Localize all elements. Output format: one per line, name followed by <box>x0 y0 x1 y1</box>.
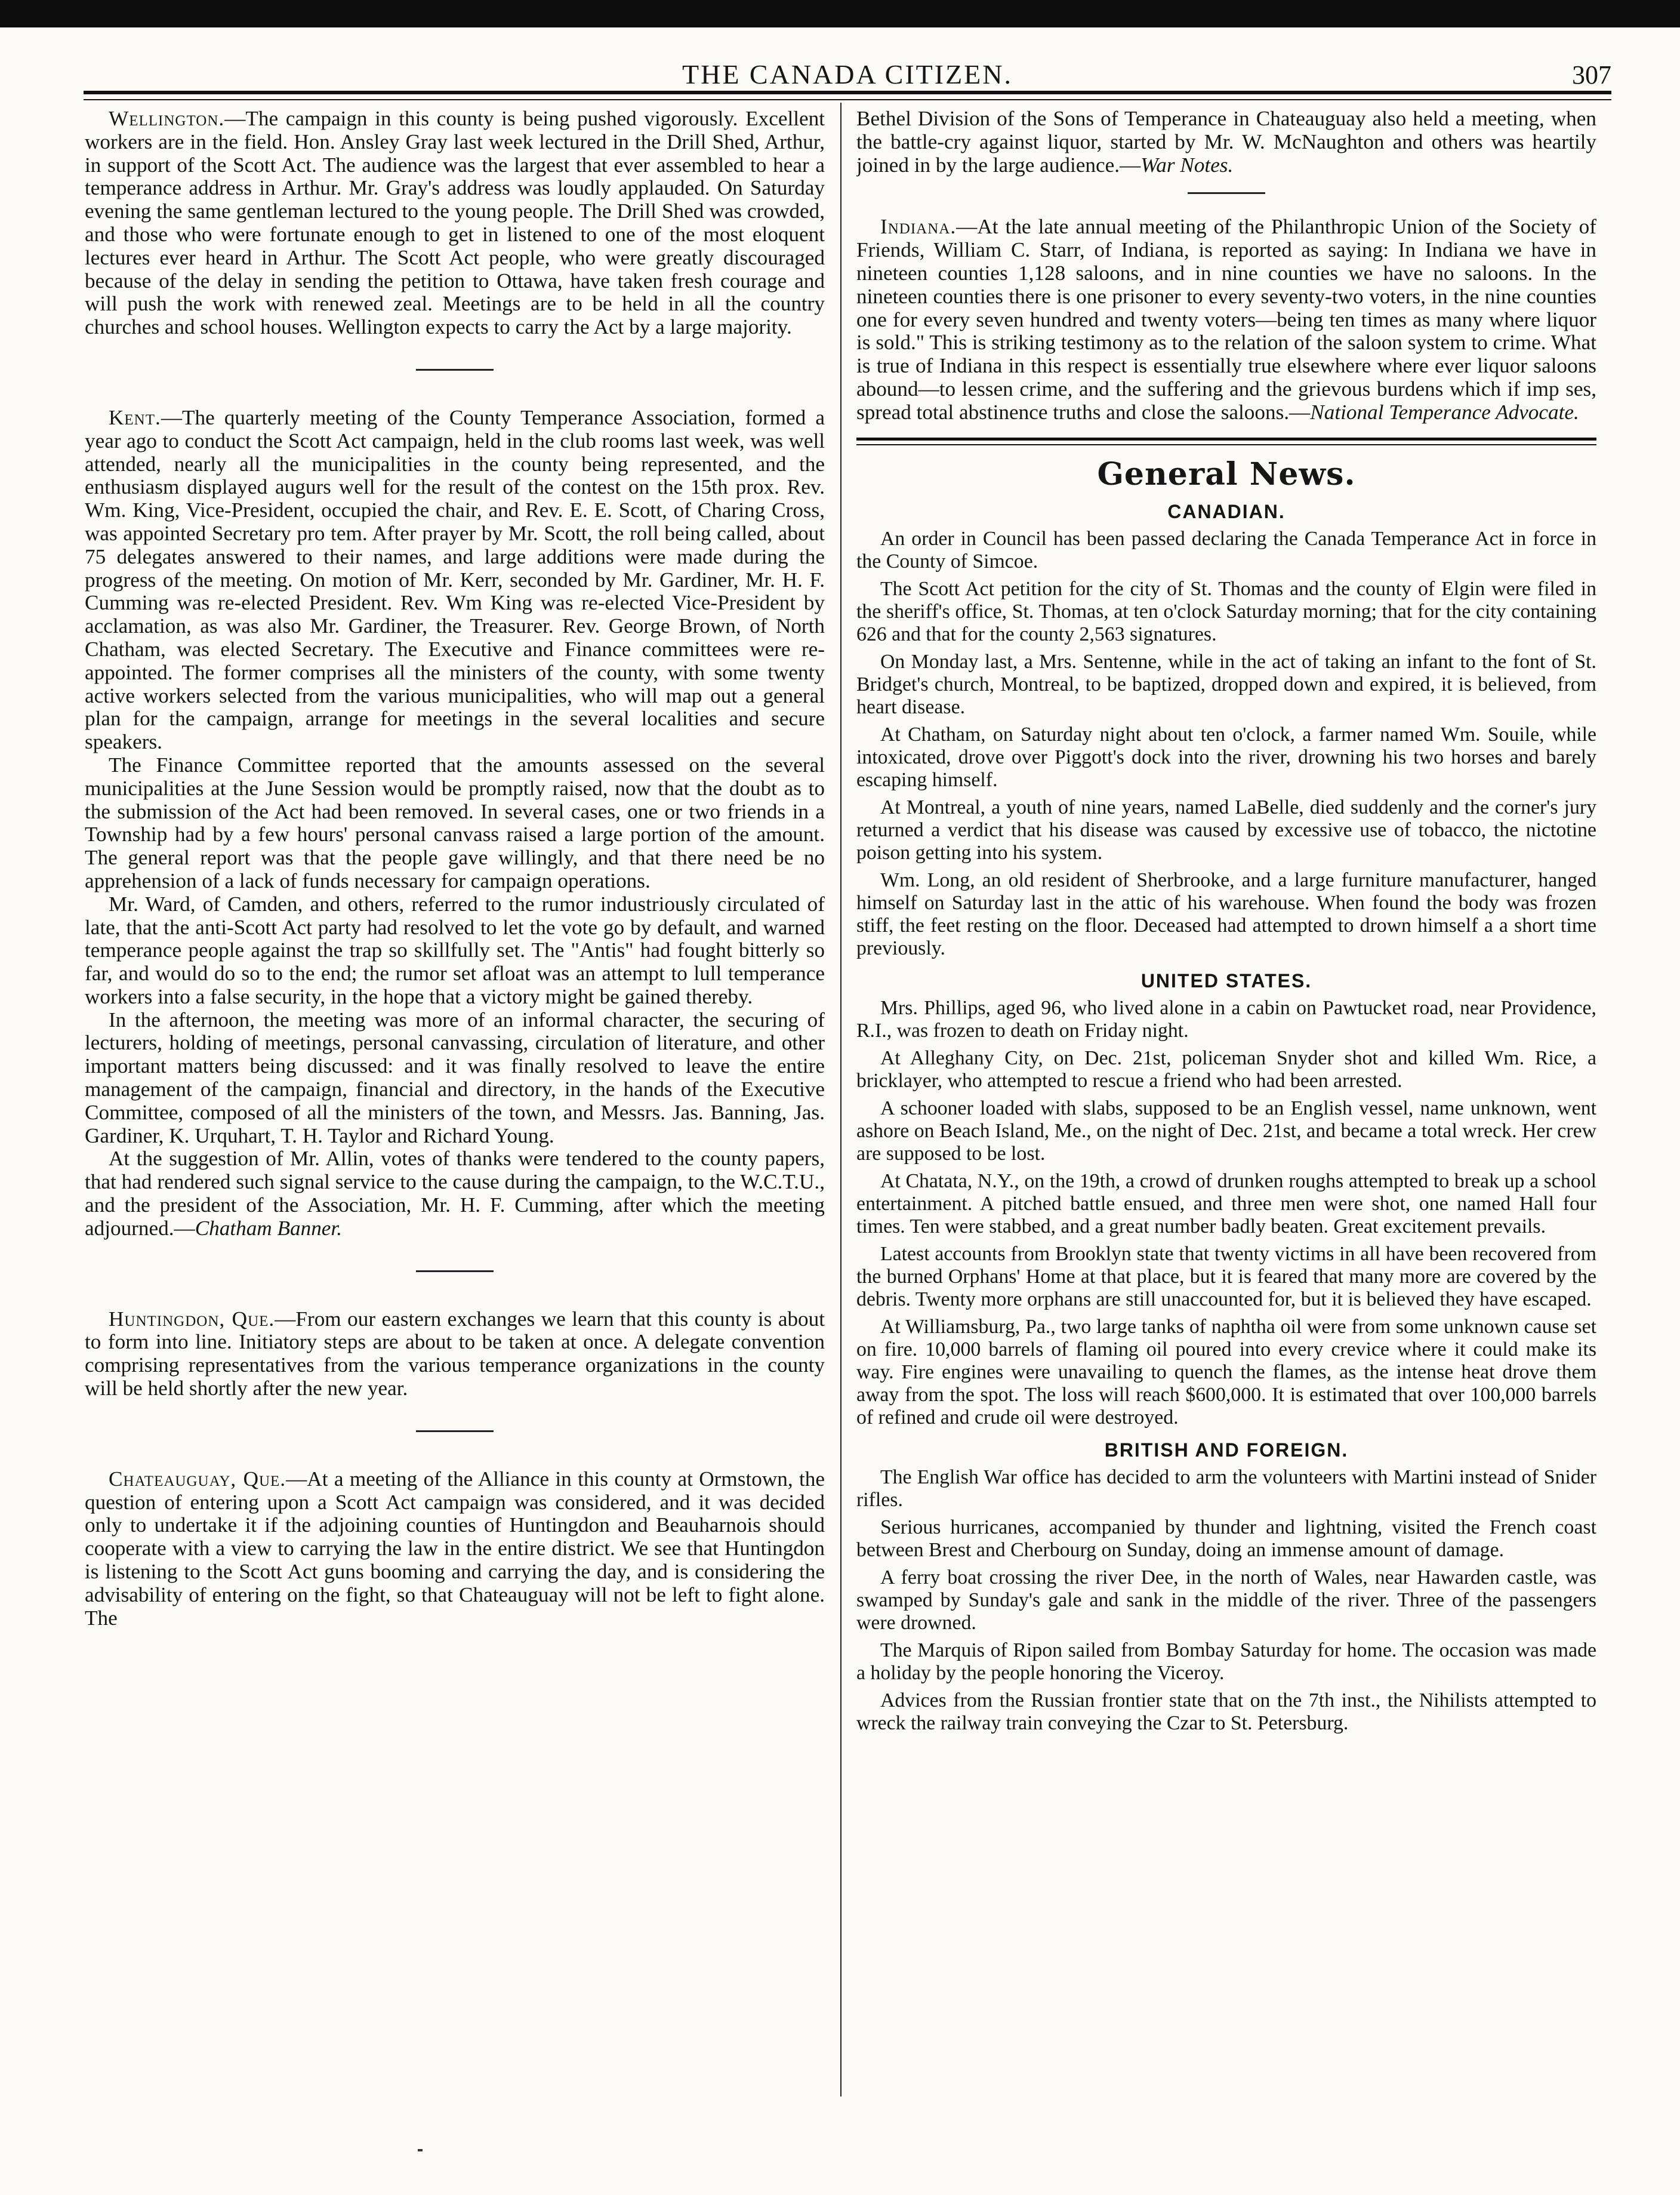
news-item: At Chatata, N.Y., on the 19th, a crowd of drunken roughs attempted to break up a school entertainment. A pitched battle ensued, and three men were shot, one named Hall four times. Ten were stabbed, and a great number badly beaten. Great excitement prevails. <box>856 1170 1596 1238</box>
kent-paragraph-5 <box>85 1147 825 1240</box>
news-item: The Scott Act petition for the city of St. Thomas and the county of Elgin were filed in the sheriff's office, St. Thomas, at ten o'clock Saturday morning; that for the city containing 626 and that for the county 2,563 signatures. <box>856 578 1596 646</box>
kent-text-5: At the suggestion of Mr. Allin, votes of thanks were tendered to the county papers, that had rendered such signal service to the cause during the campaign, to the W.C.T.U., and the president of the Association, Mr. H. F. Cumming, after which the meeting adjourned.— <box>85 1147 825 1240</box>
british-foreign-heading: BRITISH AND FOREIGN. <box>1104 1439 1349 1461</box>
news-item: At Montreal, a youth of nine years, named LaBelle, died suddenly and the corner's jury returned a verdict that his disease was caused by excessive use of tobacco, the nictotine poison getting into his system. <box>856 796 1596 864</box>
left-column <box>85 107 825 2137</box>
print-speck <box>418 2149 423 2151</box>
kent-paragraph-4: In the afternoon, the meeting was more of an informal character, the securing of lecturers, holding of meetings, personal canvassing, circulation of literature, and other important matters being discussed: and it was finally resolved to leave the entire management of the campaign, financial and directory, in the hands of the Executive Committee, composed of all the ministers of the town, and Messrs. Jas. Banning, Jas. Gardiner, K. Urquhart, T. H. Taylor and Richard Young. <box>85 1008 825 1147</box>
news-item: Serious hurricanes, accompanied by thunder and lightning, visited the French coast between Brest and Cherbourg on Sunday, doing an immense amount of damage. <box>856 1516 1596 1562</box>
article-bethel <box>856 107 1596 177</box>
page-header <box>84 59 1611 94</box>
kent-paragraph-1 <box>85 407 825 754</box>
huntingdon-paragraph <box>85 1308 825 1400</box>
chateauguay-paragraph <box>85 1468 825 1630</box>
news-item: Wm. Long, an old resident of Sherbrooke, and a large furniture manufacturer, hanged himself on Saturday last in the attic of his warehouse. When found the body was frozen stiff, the feet resting on the floor. Deceased had attempted to drown himself a a short time previously. <box>856 869 1596 960</box>
bethel-source: War Notes. <box>1140 153 1234 177</box>
indiana-text: —At the late annual meeting of the Philanthropic Union of the Society of Friends, William C. Starr, of Indiana, is reported as saying: In Indiana we have in nineteen counties 1,128 saloons, and in nine counties we have no saloons. In the nineteen counties there is one prisoner to every seventy-two voters, in the nine counties one for every seven hundred and twenty voters—being ten times as many where liquor is sold." This is striking testimony as to the relation of the saloon system to crime. What is true of Indiana in this respect is essentially true elsewhere where ever liquor saloons abound—to lessen crime, and the suffering and the grievous burdens which if imp ses, spread total abstinence truths and close the saloons.— <box>856 215 1596 424</box>
news-item: Advices from the Russian frontier state that on the 7th inst., the Nihilists attempted to wreck the railway train conveying the Czar to St. Petersburg. <box>856 1689 1596 1735</box>
bethel-text: Bethel Division of the Sons of Temperance in Chateauguay also held a meeting, when the battle-cry against liquor, started by Mr. W. McNaughton and others was heartily joined in by the large audience.— <box>856 107 1596 177</box>
kent-source: Chatham Banner. <box>195 1216 342 1240</box>
section-rule <box>856 438 1596 445</box>
article-indiana <box>856 216 1596 424</box>
news-item: At Williamsburg, Pa., two large tanks of naphtha oil were from some unknown cause set on fire. 10,000 barrels of flaming oil poured into every crevice where it could make its way. Fire engines were unavailing to quench the flames, as the intense heat drove them away from the spot. The loss will reach $600,000. It is estimated that over 100,000 barrels of refined and crude oil were destroyed. <box>856 1316 1596 1429</box>
news-item: The Marquis of Ripon sailed from Bombay Saturday for home. The occasion was made a holiday by the people honoring the Viceroy. <box>856 1639 1596 1685</box>
wellington-text: —The campaign in this county is being pushed vigorously. Excellent workers are in the field. Hon. Ansley Gray last week lectured in the Drill Shed, Arthur, in support of the Scott Act. The audience was the largest that ever assembled to hear a temperance address in Arthur. Mr. Gray's address was loudly applauded. On Saturday evening the same gentleman lectured to the young people. The Drill Shed was crowded, and those who were fortunate enough to get in listened to one of the most eloquent lectures ever heard in Arthur. The Scott Act people, who were greatly discouraged because of the delay in sending the petition to Ottawa, have taken fresh courage and will push the work with renewed zeal. Meetings are to be held in all the country churches and school houses. Wellington expects to carry the Act by a large majority. <box>85 107 825 339</box>
article-separator <box>1188 192 1265 194</box>
general-news <box>856 500 1596 1735</box>
newspaper-title: THE CANADA CITIZEN. <box>682 59 1013 90</box>
header-rule-thick <box>84 91 1611 94</box>
wellington-paragraph <box>85 107 825 339</box>
column-divider <box>840 103 841 2097</box>
article-chateauguay <box>85 1468 825 1630</box>
kent-paragraph-2: The Finance Committee reported that the amounts assessed on the several municipalities at the June Session would be promptly raised, now that the doubt as to the submission of the Act had been removed. In several cases, one or two friends in a Township had by a few hours' personal canvass raised a large portion of the amount. The general report was that the people gave willingly, and that there need be no apprehension of a lack of funds necessary for campaign operations. <box>85 753 825 892</box>
bethel-paragraph <box>856 107 1596 177</box>
kent-lead: Kent. <box>109 405 161 429</box>
canadian-heading: CANADIAN. <box>1167 501 1286 523</box>
article-separator <box>416 369 494 371</box>
page-number: 307 <box>1572 60 1611 90</box>
indiana-lead: Indiana. <box>880 215 957 239</box>
scan-edge-bar <box>0 0 1680 27</box>
news-item: Mrs. Phillips, aged 96, who lived alone in a cabin on Pawtucket road, near Providence, R.I., was frozen to death on Friday night. <box>856 997 1596 1042</box>
news-item: At Chatham, on Saturday night about ten o'clock, a farmer named Wm. Souile, while intoxicated, drove over Piggott's dock into the river, drowning his two horses and barely escaping himself. <box>856 724 1596 792</box>
general-news-heading: General News. <box>1097 455 1356 492</box>
wellington-lead: Wellington. <box>109 107 225 130</box>
header-rule-thin <box>84 99 1611 100</box>
right-column <box>856 107 1596 2137</box>
news-item: On Monday last, a Mrs. Sentenne, while in the act of taking an infant to the font of St. Bridget's church, Montreal, to be baptized, dropped down and expired, it is believed, from heart disease. <box>856 651 1596 719</box>
indiana-source: National Temperance Advocate. <box>1310 400 1579 424</box>
news-item: An order in Council has been passed declaring the Canada Temperance Act in force in the County of Simcoe. <box>856 528 1596 573</box>
news-item: At Alleghany City, on Dec. 21st, policeman Snyder shot and killed Wm. Rice, a bricklayer, who attempted to rescue a friend who had been arrested. <box>856 1047 1596 1092</box>
article-separator <box>416 1430 494 1432</box>
kent-paragraph-3: Mr. Ward, of Camden, and others, referred to the rumor industriously circulated of late, that the anti-Scott Act party had resolved to let the vote go by default, and warned temperance people against the trap so skillfully set. The "Antis" had fought bitterly so far, and would do so to the end; the rumor set afloat was an attempt to lull temperance workers into a false security, in the hope that a victory might be gained thereby. <box>85 892 825 1008</box>
news-item: A ferry boat crossing the river Dee, in the north of Wales, near Hawarden castle, was swamped by Sunday's gale and sank in the middle of the river. Three of the passengers were drowned. <box>856 1566 1596 1634</box>
news-item: The English War office has decided to arm the volunteers with Martini instead of Snider rifles. <box>856 1466 1596 1511</box>
article-huntingdon <box>85 1308 825 1400</box>
news-item: Latest accounts from Brooklyn state that twenty victims in all have been recovered from the burned Orphans' Home at that place, but it is feared that many more are covered by the debris. Twenty more orphans are still unaccounted for, but it is believed they have escaped. <box>856 1243 1596 1311</box>
kent-text-1: —The quarterly meeting of the County Temperance Association, formed a year ago to conduct the Scott Act campaign, held in the club rooms last week, was well attended, nearly all the municipalities in the county being represented, and the enthusiasm displayed augurs well for the result of the contest on the 15th prox. Rev. Wm. King, Vice-President, occupied the chair, and Rev. E. E. Scott, of Charing Cross, was appointed Secretary pro tem. After prayer by Mr. Scott, the roll being called, about 75 delegates answered to their names, and large additions were made during the progress of the meeting. On motion of Mr. Kerr, seconded by Mr. Gardiner, Mr. H. F. Cumming was re-elected President. Rev. Wm King was re-elected Vice-President by acclamation, as was also Mr. Gardiner, the Treasurer. Rev. George Brown, of North Chatham, was elected Secretary. The Executive and Finance committees were re-appointed. The former comprises all the ministers of the county, with some twenty active workers selected from the various municipalities, who will map out a general plan for the campaign, arrange for meetings in the several localities and secure speakers. <box>85 405 825 754</box>
chateauguay-text: —At a meeting of the Alliance in this county at Ormstown, the question of entering upon a Scott Act campaign was considered, and it was decided only to undertake it if the adjoining counties of Huntingdon and Beauharnois should cooperate with a view to carrying the law in the entire district. We see that Huntingdon is listening to the Scott Act guns booming and carrying the day, and is considering the advisability of entering on the fight, so that Chateauguay will not be left to fight alone. The <box>85 1467 825 1630</box>
article-separator <box>416 1270 494 1272</box>
indiana-paragraph <box>856 216 1596 424</box>
united-states-heading: UNITED STATES. <box>1140 970 1312 992</box>
huntingdon-lead: Huntingdon, Que. <box>109 1307 275 1331</box>
article-kent <box>85 407 825 1240</box>
chateauguay-lead: Chateauguay, Que. <box>109 1467 286 1491</box>
news-item: A schooner loaded with slabs, supposed to be an English vessel, name unknown, went ashore on Beach Island, Me., on the night of Dec. 21st, and became a total wreck. Her crew are supposed to be lost. <box>856 1097 1596 1165</box>
article-wellington <box>85 107 825 339</box>
huntingdon-text: —From our eastern exchanges we learn that this county is about to form into line. Initiatory steps are about to be taken at once. A delegate convention comprising representatives from the various temperance organizations in the county will be held shortly after the new year. <box>85 1307 825 1400</box>
